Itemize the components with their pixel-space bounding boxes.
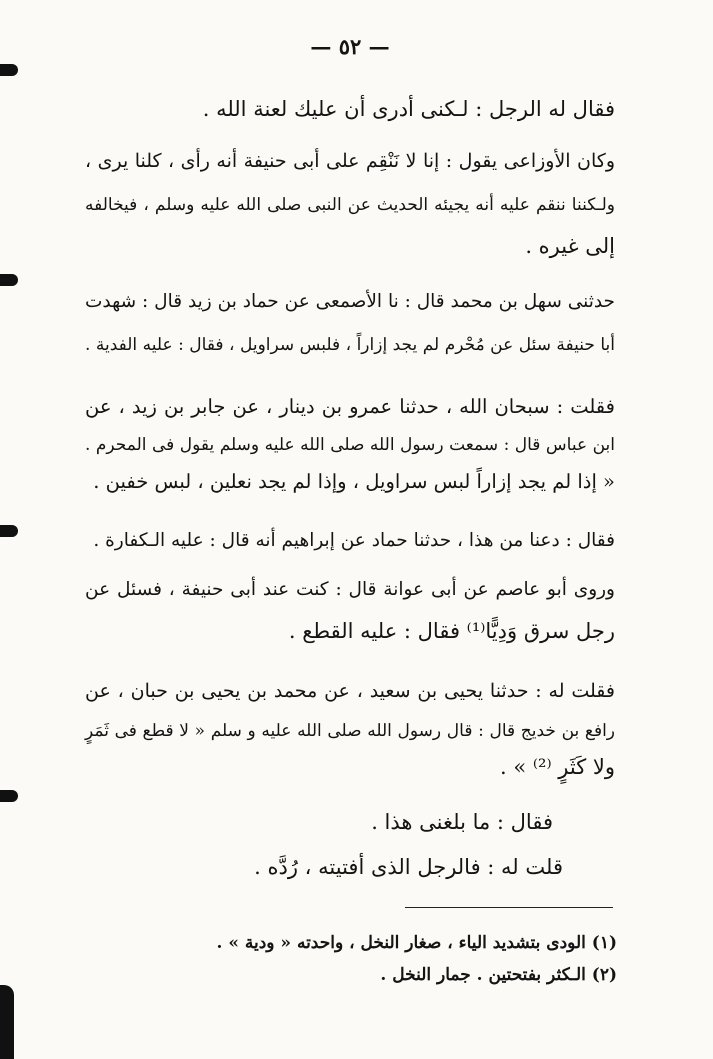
text-line: « إذا لم يجد إزاراً لبس سراويل ، وإذا لم يجد نعلين ، لبس خفين . <box>93 470 615 493</box>
text-line: فقال له الرجل : لـكنى أدرى أن عليك لعنة الله . <box>202 97 615 121</box>
binding-mark <box>0 790 18 802</box>
text-line: ولا كَثَرٍ ⁽²⁾ » . <box>499 755 615 779</box>
page-number: — ٥٢ — <box>310 34 390 59</box>
footnote-divider <box>405 907 613 908</box>
text-line: ابن عباس قال : سمعت رسول الله صلى الله عليه وسلم يقول فى المحرم . <box>85 435 615 455</box>
text-line: إلى غيره . <box>525 234 615 258</box>
page-edge-shadow <box>0 985 14 1059</box>
text-line: قلت له : فالرجل الذى أفتيته ، رُدَّه . <box>254 855 563 879</box>
text-line: وروى أبو عاصم عن أبى عوانة قال : كنت عند أبى حنيفة ، فسئل عن <box>85 579 615 600</box>
binding-mark <box>0 64 18 76</box>
text-line: فقال : دعنا من هذا ، حدثنا حماد عن إبراهيم أنه قال : عليه الـكفارة . <box>93 530 615 551</box>
text-line: رافع بن خديج قال : قال رسول الله صلى الله عليه و سلم « لا قطع فى ثَمَرٍ <box>85 721 615 741</box>
text-line: فقلت له : حدثنا يحيى بن سعيد ، عن محمد بن يحيى بن حبان ، عن <box>85 680 615 702</box>
text-line: رجل سرق وَدِيًّا⁽¹⁾ فقال : عليه القطع . <box>288 619 615 643</box>
text-line: ولـكننا ننقم عليه أنه يجيئه الحديث عن النبى صلى الله عليه وسلم ، فيخالفه <box>85 195 615 215</box>
binding-mark <box>0 274 18 286</box>
binding-mark <box>0 525 18 537</box>
text-line: وكان الأوزاعى يقول : إنا لا نَنْقِم على أبى حنيفة أنه رأى ، كلنا يرى ، <box>85 150 615 172</box>
text-line: حدثنى سهل بن محمد قال : نا الأصمعى عن حماد بن زيد قال : شهدت <box>85 291 615 312</box>
footnote: (٢) الـكثر بفتحتين . جمار النخل . <box>380 965 617 985</box>
text-line: فقلت : سبحان الله ، حدثنا عمرو بن دينار ، عن جابر بن زيد ، عن <box>85 395 615 418</box>
text-line: فقال : ما بلغنى هذا . <box>371 810 553 834</box>
footnote: (١) الودى بتشديد الياء ، صغار النخل ، واحدته « ودية » . <box>216 933 617 953</box>
text-line: أبا حنيفة سئل عن مُحْرم لم يجد إزاراً ، فلبس سراويل ، فقال : عليه الفدية . <box>85 335 615 355</box>
